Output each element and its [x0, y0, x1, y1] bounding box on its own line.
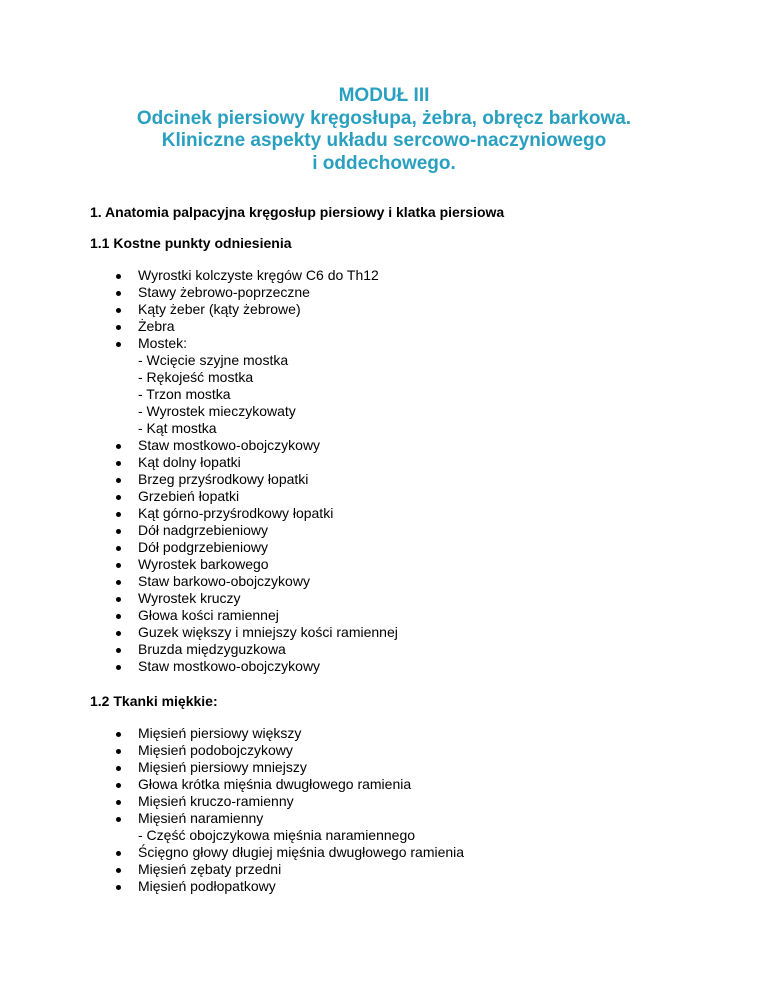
bullet-icon [116, 665, 121, 670]
list-item: Staw barkowo-obojczykowy [0, 573, 398, 590]
sub-item: - Kąt mostka [138, 420, 217, 436]
section-1-heading: 1. Anatomia palpacyjna kręgosłup piersiowy i klatka piersiowa [90, 204, 505, 220]
bullet-icon [116, 325, 121, 330]
list-item: Dół nadgrzebieniowy [0, 522, 398, 539]
list-item: Mięsień podobojczykowy [0, 742, 464, 759]
list-item: Wyrostek barkowego [0, 556, 398, 573]
list-item: Kąt górno-przyśrodkowy łopatki [0, 505, 398, 522]
bullet-icon [116, 885, 121, 890]
title-line-1: MODUŁ III [338, 85, 430, 106]
bullet-icon [116, 648, 121, 653]
list-item: Wyrostki kolczyste kręgów C6 do Th12 [0, 267, 398, 284]
bullet-icon [116, 749, 121, 754]
list-item: Mięsień naramienny - Część obojczykowa mięśnia naramiennego [0, 810, 464, 844]
section-1-2-heading: 1.2 Tkanki miękkie: [90, 693, 218, 709]
list-item: Kąty żeber (kąty żebrowe) [0, 301, 398, 318]
sub-item: - Trzon mostka [138, 386, 231, 402]
sub-item: - Wyrostek mieczykowaty [138, 403, 296, 419]
bullet-icon [116, 766, 121, 771]
list-item: Mięsień kruczo-ramienny [0, 793, 464, 810]
document-title [0, 85, 768, 175]
sub-item: - Część obojczykowa mięśnia naramiennego [138, 827, 416, 843]
list-item: Mięsień zębaty przedni [0, 861, 464, 878]
bullet-icon [116, 783, 121, 788]
bullet-icon [116, 444, 121, 449]
bullet-icon [116, 614, 121, 619]
bullet-icon [116, 868, 121, 873]
list-item: Mięsień piersiowy większy [0, 725, 464, 742]
bullet-icon [116, 546, 121, 551]
bullet-icon [116, 291, 121, 296]
bullet-icon [116, 580, 121, 585]
bullet-icon [116, 597, 121, 602]
bullet-icon [116, 800, 121, 805]
title-line-2: Odcinek piersiowy kręgosłupa, żebra, obręcz barkowa. [136, 107, 632, 129]
bullet-icon [116, 308, 121, 313]
list-item: Grzebień łopatki [0, 488, 398, 505]
sub-item: - Wcięcie szyjne mostka [138, 352, 289, 368]
bullet-icon [116, 461, 121, 466]
bullet-icon [116, 851, 121, 856]
list-item: Staw mostkowo-obojczykowy [0, 437, 398, 454]
bullet-icon [116, 274, 121, 279]
list-item: Mostek: - Wcięcie szyjne mostka - Rękojeść mostka - Trzon mostka - Wyrostek mieczykowaty - Kąt mostka [0, 335, 398, 437]
list-item: Bruzda międzyguzkowa [0, 641, 398, 658]
list-item: Dół podgrzebieniowy [0, 539, 398, 556]
title-line-3: Kliniczne aspekty układu sercowo-naczyniowego [161, 130, 607, 151]
list-item: Mięsień podłopatkowy [0, 878, 464, 895]
sub-item: - Rękojeść mostka [138, 369, 254, 385]
bullet-icon [116, 631, 121, 636]
bony-landmarks-list [0, 267, 398, 675]
section-1-1-heading: 1.1 Kostne punkty odniesienia [90, 235, 292, 251]
list-item: Kąt dolny łopatki [0, 454, 398, 471]
list-item: Brzeg przyśrodkowy łopatki [0, 471, 398, 488]
soft-tissue-list [0, 725, 464, 895]
bullet-icon [116, 817, 121, 822]
bullet-icon [116, 495, 121, 500]
list-item: Guzek większy i mniejszy kości ramiennej [0, 624, 398, 641]
list-item: Głowa krótka mięśnia dwugłowego ramienia [0, 776, 464, 793]
title-line-4: i oddechowego. [312, 152, 456, 174]
bullet-icon [116, 512, 121, 517]
bullet-icon [116, 478, 121, 483]
list-item: Mięsień piersiowy mniejszy [0, 759, 464, 776]
bullet-icon [116, 732, 121, 737]
list-item: Staw mostkowo-obojczykowy [0, 658, 398, 675]
list-item: Ścięgno głowy długiej mięśnia dwugłowego ramienia [0, 844, 464, 861]
bullet-icon [116, 563, 121, 568]
bullet-icon [116, 529, 121, 534]
list-item: Wyrostek kruczy [0, 590, 398, 607]
list-item: Stawy żebrowo-poprzeczne [0, 284, 398, 301]
list-item: Żebra [0, 318, 398, 335]
bullet-icon [116, 342, 121, 347]
list-item: Głowa kości ramiennej [0, 607, 398, 624]
